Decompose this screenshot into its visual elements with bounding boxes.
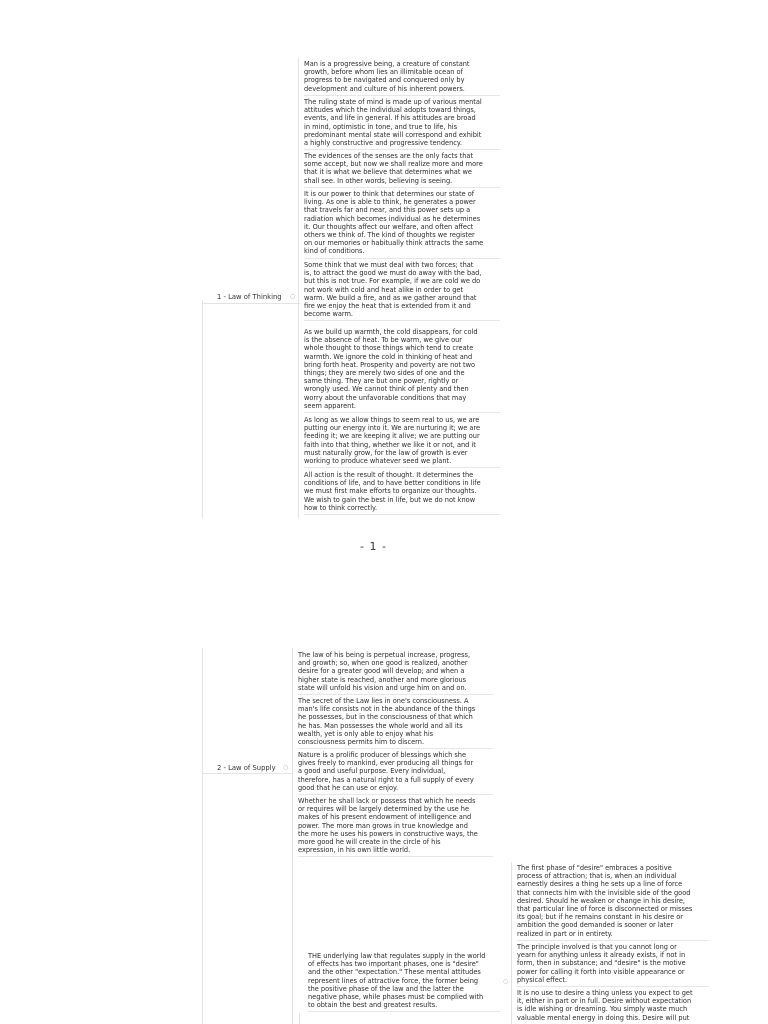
note: As we build up warmth, the cold disappears, for cold is the absence of heat. To be warm, we give our whole thought to those things which tend to create warmth. We ignore the cold in thinking of heat and bring forth heat. Prosperity and poverty are not two things; they are merely two sides of one and the same thing. They are but one power, rightly or wrongly used. We cannot think of plenty and then worry about the unfavorable conditions that may seem apparent.	[304, 328, 500, 413]
note: Nature is a prolific producer of blessings which she gives freely to mankind, ever producing all things for a good and useful purpose. Every individual, therefore, has a natural right to a full supply of every good that he can use or enjoy.	[298, 751, 493, 795]
note: Some think that we must deal with two forces; that is, to attract the good we must do away with the bad, but this is not true. For example, if we are cold we do not work with cold and heat alike in order to get warm. We build a fire, and as we gather around that fire we enjoy the heat that is extended from it and become warm.	[304, 261, 500, 321]
note: The law of his being is perpetual increase, progress, and growth; so, when one good is realized, another desire for a greater good will develop; and when a higher state is reached, another and more glorious state will unfold his vision and urge him on and on.	[298, 651, 493, 695]
collapse-icon[interactable]: ○	[283, 764, 289, 771]
note: The secret of the Law lies in one's consciousness. A man's life consists not in the abundance of the things he possesses, but in the consciousness of that which he has. Man possesses the whole world and all its wealth, yet is only able to enjoy what his consciousness permits him to discern.	[298, 697, 493, 749]
note: It is no use to desire a thing unless you expect to get it, either in part or in full. Desire without expectation is idle wishing or dreaming. You simply waste much valuable mental energy in doing this. Desire will put	[517, 989, 693, 1022]
note: The first phase of "desire" embraces a positive process of attraction; that is, when an individual earnestly desires a thing he sets up a line of force that connects him with the invisible side of the good desired. Should he weaken or change in his desire, that particular line of force is disconnected or misses its goal; but if he remains constant in his desire or ambition the good demanded is sooner or later realized in part or in entirety.	[517, 864, 709, 941]
note: As long as we allow things to seem real to us, we are putting our energy into it. We are nurturing it; we are feeding it; we are keeping it alive; we are putting our faith into that thing, whether we like it or not, and it must naturally grow, for the law of growth is ever working to produce whatever seed we plant.	[304, 416, 500, 468]
section2-connector-line	[202, 773, 292, 774]
note: The evidences of the senses are the only facts that some accept, but now we shall realize more and more that it is what we believe that determines what we shall see. In other words, believing is seeing.	[304, 152, 500, 188]
collapse-icon[interactable]: ○	[290, 293, 296, 300]
note: The principle involved is that you cannot long or yearn for anything unless it already exists, if not in form, then in substance; and "desire" is the motive power for calling it forth into visible appearance or physical effect.	[517, 943, 709, 987]
note: The ruling state of mind is made up of various mental attitudes which the individual adopts toward things, events, and life in general. If his attitudes are broad in mind, optimistic in tone, and true to life, his predominant mental state will correspond and exhibit a highly constructive and progressive tendency.	[304, 98, 500, 150]
note: Man is a progressive being, a creature of constant growth, before whom lies an illimitable ocean of progress to be navigated and conquered only by development and culture of his inherent powers.	[304, 60, 500, 96]
section1-connector-line	[202, 303, 300, 304]
section1-branch-label[interactable]: 1 - Law of Thinking	[217, 293, 282, 301]
page-number: - 1 -	[360, 540, 387, 553]
desire-notes-line	[511, 862, 512, 1024]
note: All action is the result of thought. It determines the conditions of life, and to have better conditions in life we must first make efforts to organize our thoughts. We wish to gain the best in life, but we do not know how to think correctly.	[304, 471, 500, 515]
section2-branch-label[interactable]: 2 - Law of Supply	[217, 764, 276, 772]
collapse-icon[interactable]: ○	[503, 978, 509, 985]
section1-connector-line	[202, 300, 203, 518]
section2-connector-line	[202, 648, 203, 1024]
section1-notes-line	[298, 58, 299, 518]
note: Whether he shall lack or possess that which he needs or requires will be largely determined by the use he makes of his present endowment of intelligence and power. The more man grows in true knowledge and the more he uses his powers in constructive ways, the more good he will create in the circle of his expression, in his own little world.	[298, 797, 493, 857]
sub-note-line	[299, 1013, 300, 1024]
section2-notes-line	[292, 648, 293, 1024]
sub-note: THE underlying law that regulates supply in the world of effects has two important phases, one is "desire" and the other "expectation." These mental attitudes represent lines of attractive force, the former being the positive phase of the law and the latter the negative phase, while phases must be complied with to obtain the best and greatest results.	[308, 952, 500, 1012]
note: It is our power to think that determines our state of living. As one is able to think, he generates a power that travels far and near, and this power sets up a radiation which becomes individual as he determines it. Our thoughts affect our welfare, and often affect others we think of. The kind of thoughts we register on our memories or habitually think attracts the same kind of conditions.	[304, 190, 500, 259]
